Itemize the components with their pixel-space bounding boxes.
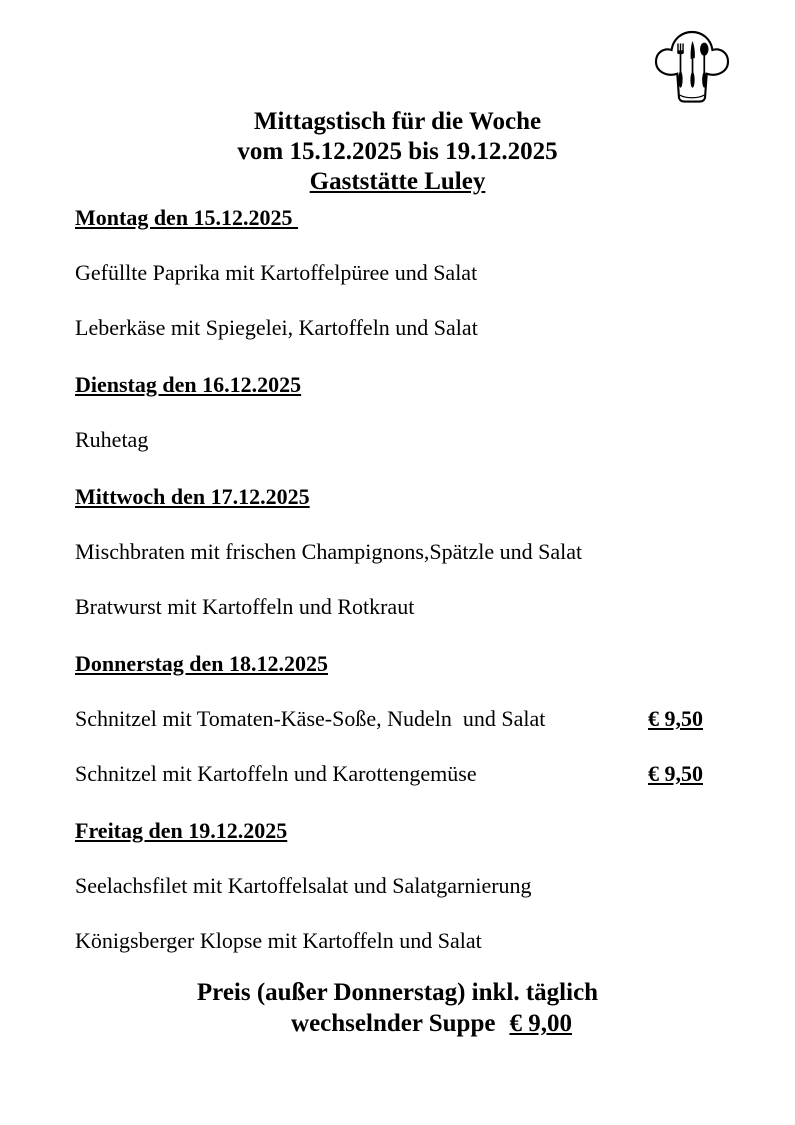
dish-name: Schnitzel mit Tomaten-Käse-Soße, Nudeln und Salat	[75, 706, 546, 731]
soup-price: € 9,00	[509, 1010, 572, 1037]
price-note-line2	[0, 1008, 795, 1039]
dish-item: Gefüllte Paprika mit Kartoffelpüree und Salat	[75, 260, 478, 285]
dish-item	[75, 705, 703, 733]
day-heading: Freitag den 19.12.2025	[75, 818, 288, 843]
price-note-text: wechselnder Suppe	[291, 1010, 496, 1037]
weekly-menu	[75, 204, 703, 955]
day-section-tuesday	[75, 371, 703, 454]
menu-date-range: vom 15.12.2025 bis 19.12.2025	[237, 138, 558, 165]
dish-item	[75, 760, 703, 788]
day-section-monday	[75, 204, 703, 342]
dish-price: € 9,50	[648, 706, 703, 731]
dish-price: € 9,50	[648, 761, 703, 786]
dish-item: Leberkäse mit Spiegelei, Kartoffeln und Salat	[75, 315, 478, 340]
day-heading: Dienstag den 16.12.2025	[75, 372, 302, 397]
dish-item: Bratwurst mit Kartoffeln und Rotkraut	[75, 594, 415, 619]
menu-title: Mittagstisch für die Woche	[253, 108, 542, 135]
dish-item: Ruhetag	[75, 427, 149, 452]
chef-hat-cutlery-icon	[647, 27, 737, 109]
day-section-thursday	[75, 650, 703, 788]
price-note	[0, 977, 795, 1039]
price-note-line1: Preis (außer Donnerstag) inkl. täglich	[196, 979, 599, 1006]
day-heading: Mittwoch den 17.12.2025	[75, 484, 310, 509]
dish-name: Schnitzel mit Kartoffeln und Karottengemüse	[75, 761, 477, 786]
day-section-friday	[75, 817, 703, 955]
restaurant-name: Gaststätte Luley	[309, 168, 486, 195]
dish-item: Seelachsfilet mit Kartoffelsalat und Salatgarnierung	[75, 873, 532, 898]
day-heading: Montag den 15.12.2025	[75, 205, 299, 230]
day-section-wednesday	[75, 483, 703, 621]
dish-item: Mischbraten mit frischen Champignons,Spätzle und Salat	[75, 539, 583, 564]
day-heading: Donnerstag den 18.12.2025	[75, 651, 329, 676]
dish-item: Königsberger Klopse mit Kartoffeln und Salat	[75, 928, 482, 953]
